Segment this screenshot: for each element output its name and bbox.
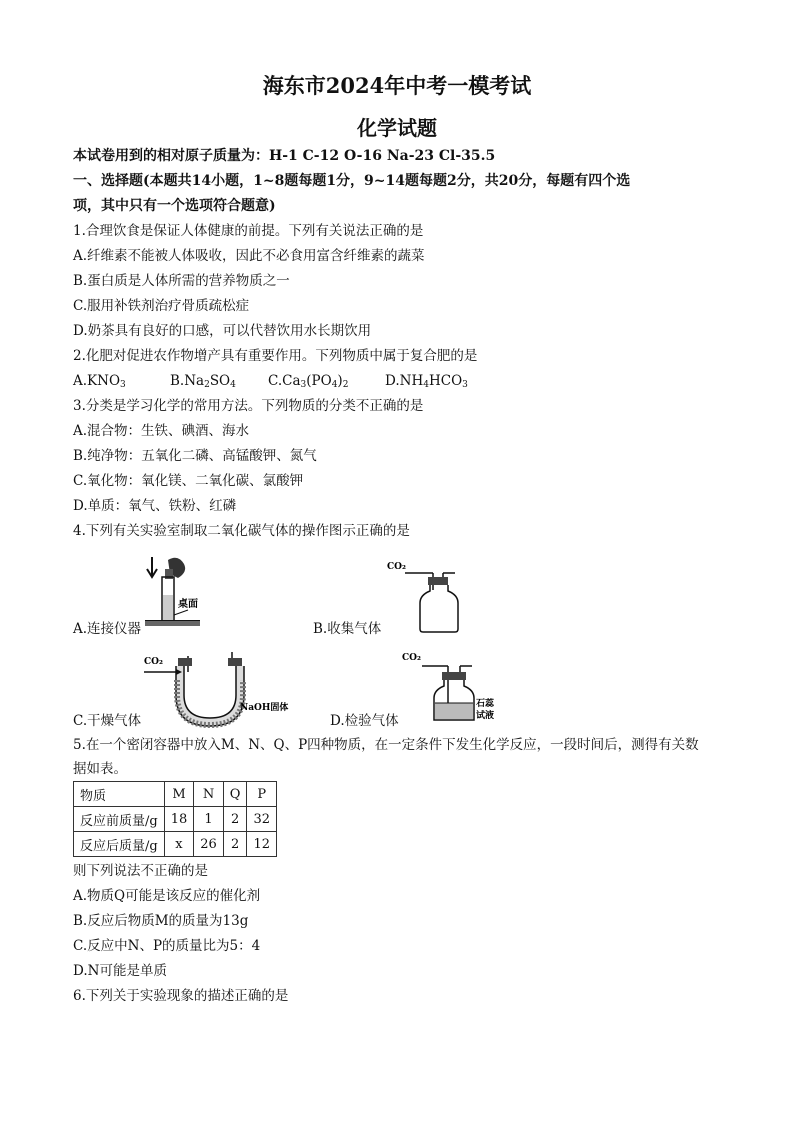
table-cell: 32 — [247, 807, 277, 832]
table-header-row — [74, 782, 277, 807]
q5-option-b: B.反应后物质M的质量为13g — [73, 913, 249, 929]
table-cell: 1 — [194, 807, 224, 832]
table-header-cell: M — [164, 782, 194, 807]
q4-stem: 4.下列有关实验室制取二氧化碳气体的操作图示正确的是 — [73, 523, 410, 539]
q5-after-table: 则下列说法不正确的是 — [73, 863, 208, 879]
q3-option-d: D.单质：氧气、铁粉、红磷 — [73, 498, 237, 514]
litmus-label-1: 石蕊 — [476, 699, 495, 709]
table-cell: 反应前质量/g — [74, 807, 165, 832]
co2-label-c: CO₂ — [144, 657, 163, 667]
table-row — [74, 807, 277, 832]
table-header-cell: N — [194, 782, 224, 807]
q2-stem: 2.化肥对促进农作物增产具有重要作用。下列物质中属于复合肥的是 — [73, 348, 478, 364]
co2-label-d: CO₂ — [402, 653, 421, 663]
figure-connect-apparatus — [140, 555, 210, 635]
figure-collect-gas — [385, 555, 465, 635]
litmus-label-2: 试液 — [476, 711, 495, 721]
co2-label-b: CO₂ — [387, 562, 406, 572]
naoh-label: NaOH固体 — [240, 703, 289, 713]
exam-subtitle: 化学试题 — [357, 116, 437, 140]
q2-option-b: $B.Na_2SO_4$ — [170, 373, 236, 390]
q1-option-d: D.奶茶具有良好的口感，可以代替饮用水长期饮用 — [73, 323, 372, 339]
table-header-cell: Q — [223, 782, 247, 807]
table-cell: 18 — [164, 807, 194, 832]
table-cell: x — [164, 832, 194, 857]
exam-title: 海东市2024年中考一模考试 — [262, 73, 532, 98]
table-cell: 26 — [194, 832, 224, 857]
atomic-mass-note: 本试卷用到的相对原子质量为：H-1 C-12 O-16 Na-23 Cl-35.5 — [73, 148, 496, 164]
q5-stem-line1: 5.在一个密闭容器中放入M、N、Q、P四种物质，在一定条件下发生化学反应，一段时间后，测得有关数 — [73, 737, 699, 753]
q3-option-a: A.混合物：生铁、碘酒、海水 — [73, 423, 250, 439]
table-cell: 反应后质量/g — [74, 832, 165, 857]
q1-option-b: B.蛋白质是人体所需的营养物质之一 — [73, 273, 290, 289]
table-label: 桌面 — [178, 599, 198, 610]
q3-option-b: B.纯净物：五氧化二磷、高锰酸钾、氮气 — [73, 448, 317, 464]
table-cell: 2 — [223, 807, 247, 832]
table-row — [74, 832, 277, 857]
figure-test-gas — [400, 648, 500, 728]
table-cell: 2 — [223, 832, 247, 857]
q4-option-a: A.连接仪器 — [73, 621, 142, 637]
q1-stem: 1.合理饮食是保证人体健康的前提。下列有关说法正确的是 — [73, 223, 424, 239]
section-heading-line1: 一、选择题(本题共14小题，1~8题每题1分，9~14题每题2分，共20分，每题有四个选 — [73, 173, 631, 189]
section-heading-line2: 项，其中只有一个选项符合题意) — [73, 198, 276, 214]
figure-dry-gas — [140, 650, 310, 730]
q4-option-b: B.收集气体 — [313, 621, 382, 637]
q3-stem: 3.分类是学习化学的常用方法。下列物质的分类不正确的是 — [73, 398, 424, 414]
q1-option-a: A.纤维素不能被人体吸收，因此不必食用富含纤维素的蔬菜 — [73, 248, 425, 264]
q5-option-a: A.物质Q可能是该反应的催化剂 — [73, 888, 261, 904]
q4-option-c: C.干燥气体 — [73, 713, 142, 729]
table-cell: 12 — [247, 832, 277, 857]
mass-table — [73, 781, 277, 857]
q2-option-a: $A.KNO_3$ — [73, 373, 126, 390]
q5-option-d: D.N可能是单质 — [73, 963, 167, 979]
q3-option-c: C.氧化物：氧化镁、二氧化碳、氯酸钾 — [73, 473, 304, 489]
q2-option-d: $D.NH_4HCO_3$ — [385, 373, 468, 390]
q4-option-d: D.检验气体 — [330, 713, 399, 729]
q6-stem: 6.下列关于实验现象的描述正确的是 — [73, 988, 289, 1004]
q5-option-c: C.反应中N、P的质量比为5：4 — [73, 938, 261, 954]
table-header-cell: 物质 — [74, 782, 165, 807]
q1-option-c: C.服用补铁剂治疗骨质疏松症 — [73, 298, 250, 314]
q5-stem-line2: 据如表。 — [73, 761, 127, 777]
table-header-cell: P — [247, 782, 277, 807]
q2-option-c: $C.Ca_3(PO_4)_2$ — [268, 373, 349, 390]
